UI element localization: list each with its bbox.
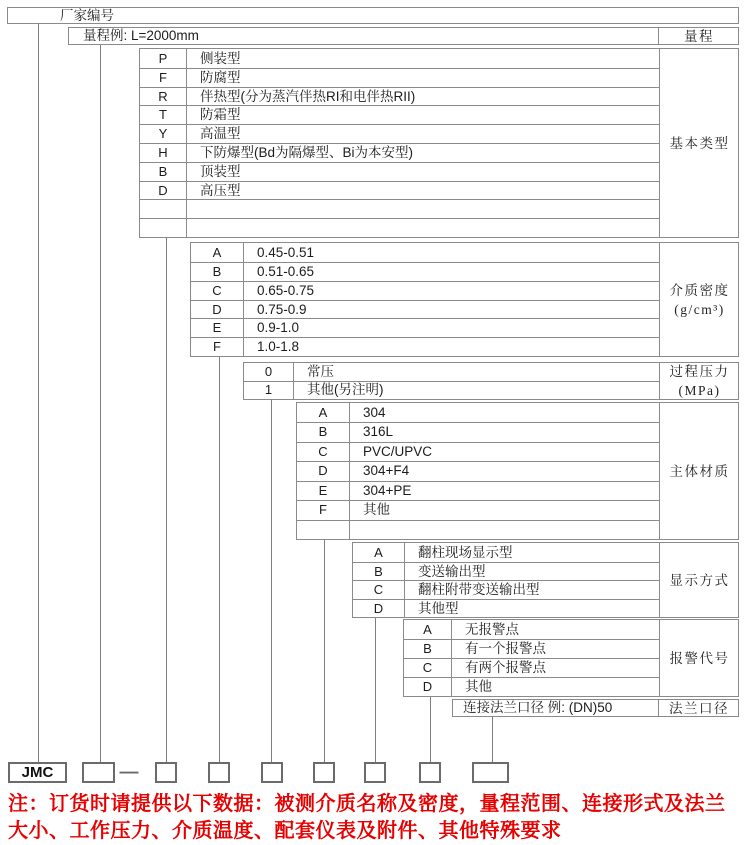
section-alarm-code: [403, 619, 739, 697]
factory-number-cell: [7, 7, 739, 24]
basic-type-code: P: [158, 51, 168, 66]
model-prefix-box: [8, 762, 67, 783]
alarm-code-desc: 有一个报警点: [465, 641, 546, 656]
section-basic-type: [139, 48, 739, 238]
range-row: [68, 27, 739, 45]
display-mode-desc: 翻柱附带变送输出型: [418, 582, 540, 597]
process-pressure-label: [660, 363, 739, 399]
process-pressure-code: 1: [264, 382, 273, 397]
basic-type-code: H: [158, 145, 168, 160]
medium-density-label-line: (g/cm³): [674, 301, 725, 317]
body-material-desc: 304+PE: [363, 483, 412, 498]
body-material-label: [660, 403, 739, 539]
flange-row: [452, 699, 739, 717]
range-section-label: 量程: [684, 28, 714, 44]
medium-density-label-line: 介质密度: [669, 282, 730, 298]
medium-density-label: [660, 243, 739, 356]
basic-type-desc: 侧装型: [200, 51, 241, 66]
alarm-code-code: D: [422, 679, 433, 694]
model-separator-dash: —: [119, 761, 139, 783]
order-note-line-1: 注：订货时请提供以下数据：被测介质名称及密度，量程范围、连接形式及法兰: [8, 793, 726, 815]
basic-type-code: R: [158, 89, 168, 104]
row-divider: [297, 461, 659, 462]
connector-line: [100, 45, 101, 762]
display-mode-desc: 翻柱现场显示型: [418, 545, 513, 560]
row-divider: [297, 422, 659, 423]
basic-type-desc: 伴热型(分为蒸汽伴热RI和电伴热RII): [200, 89, 416, 104]
connector-line: [38, 23, 39, 762]
alarm-code-desc: 其他: [465, 679, 492, 694]
medium-density-desc: 0.45-0.51: [257, 245, 315, 260]
row-divider: [140, 199, 659, 200]
row-divider: [297, 481, 659, 482]
display-mode-code: D: [373, 601, 384, 616]
medium-density-code: F: [213, 339, 221, 354]
row-divider: [297, 520, 659, 521]
alarm-code-code: C: [422, 660, 433, 675]
medium-density-desc: 0.51-0.65: [257, 264, 315, 279]
model-placeholder-box: [472, 762, 509, 783]
connector-line: [492, 717, 493, 762]
model-placeholder-box: [155, 762, 177, 783]
range-example-text: 量程例: L=2000mm: [83, 28, 199, 43]
display-mode-desc: 其他型: [418, 601, 459, 616]
model-placeholder-box: [364, 762, 386, 783]
connector-line: [166, 238, 167, 762]
connector-line: [375, 618, 376, 762]
medium-density-code: B: [212, 264, 222, 279]
basic-type-desc: 防霜型: [200, 107, 241, 122]
basic-type-code: [140, 218, 186, 237]
alarm-code-label-line: 报警代号: [669, 650, 730, 666]
medium-density-code: A: [212, 245, 222, 260]
body-material-code: D: [318, 463, 328, 478]
display-mode-code: B: [374, 564, 383, 579]
display-mode-label: [660, 543, 739, 617]
connector-line: [219, 357, 220, 762]
connector-line: [324, 540, 325, 762]
basic-type-code: D: [158, 183, 168, 198]
alarm-code-desc: 无报警点: [465, 622, 519, 637]
basic-type-desc: 下防爆型(Bd为隔爆型、Bi为本安型): [200, 145, 414, 160]
basic-type-desc: 顶装型: [200, 164, 241, 179]
medium-density-code: C: [212, 283, 222, 298]
body-material-label-line: 主体材质: [669, 463, 730, 479]
body-material-code: C: [318, 444, 328, 459]
section-body-material: [296, 402, 739, 540]
section-display-mode: [352, 542, 739, 618]
section-process-pressure: [243, 362, 739, 400]
basic-type-code: F: [159, 70, 167, 85]
row-divider: [297, 442, 659, 443]
body-material-code: F: [319, 502, 327, 517]
model-placeholder-box: [261, 762, 283, 783]
model-placeholder-box: [313, 762, 335, 783]
body-material-desc: 其他: [363, 502, 390, 517]
order-note: [8, 791, 726, 845]
alarm-code-label: [660, 620, 739, 696]
body-material-desc: 316L: [363, 424, 394, 439]
process-pressure-desc: 其他(另注明): [307, 382, 384, 397]
process-pressure-desc: 常压: [307, 364, 334, 379]
basic-type-desc: 高压型: [200, 183, 241, 198]
code-column-divider: [293, 363, 294, 399]
body-material-code: B: [318, 424, 328, 439]
medium-density-desc: 0.75-0.9: [257, 302, 307, 317]
basic-type-desc: 防腐型: [200, 70, 241, 85]
row-divider: [297, 500, 659, 501]
process-pressure-code: 0: [264, 364, 273, 379]
body-material-code: [297, 520, 349, 539]
display-mode-label-line: 显示方式: [669, 572, 730, 588]
factory-number-label: 厂家编号: [60, 8, 114, 23]
basic-type-code: B: [158, 164, 168, 179]
body-material-desc: PVC/UPVC: [363, 444, 433, 459]
medium-density-desc: 0.65-0.75: [257, 283, 315, 298]
row-divider: [140, 218, 659, 219]
order-note-line-2: 大小、工作压力、介质温度、配套仪表及附件、其他特殊要求: [8, 820, 562, 842]
code-column-divider: [186, 49, 187, 237]
code-column-divider: [451, 620, 452, 696]
basic-type-label: [660, 49, 739, 237]
basic-type-desc: 高温型: [200, 126, 241, 141]
alarm-code-desc: 有两个报警点: [465, 660, 546, 675]
basic-type-label-line: 基本类型: [669, 135, 730, 151]
alarm-code-code: B: [423, 641, 432, 656]
medium-density-code: E: [212, 320, 222, 335]
flange-text: 连接法兰口径 例: (DN)50: [463, 700, 613, 715]
model-prefix-label: JMC: [21, 764, 54, 781]
display-mode-code: A: [374, 545, 383, 560]
model-placeholder-box: [208, 762, 230, 783]
code-column-divider: [243, 243, 244, 356]
section-medium-density: [190, 242, 739, 357]
process-pressure-label-line: 过程压力: [669, 364, 730, 379]
medium-density-code: D: [212, 302, 222, 317]
connector-line: [430, 697, 431, 762]
basic-type-code: [140, 199, 186, 218]
process-pressure-label-line: (MPa): [678, 383, 721, 398]
code-column-divider: [404, 543, 405, 617]
model-placeholder-box: [82, 762, 115, 783]
body-material-code: A: [318, 405, 328, 420]
display-mode-desc: 变送输出型: [418, 564, 486, 579]
code-column-divider: [349, 403, 350, 539]
flange-section-label: 法兰口径: [669, 700, 729, 716]
model-placeholder-box: [419, 762, 441, 783]
basic-type-code: T: [159, 107, 167, 122]
body-material-code: E: [318, 483, 328, 498]
display-mode-code: C: [373, 582, 384, 597]
connector-line: [271, 400, 272, 762]
body-material-desc: 304+F4: [363, 463, 410, 478]
basic-type-code: Y: [158, 126, 168, 141]
body-material-desc: 304: [363, 405, 386, 420]
medium-density-desc: 0.9-1.0: [257, 320, 300, 335]
alarm-code-code: A: [423, 622, 432, 637]
medium-density-desc: 1.0-1.8: [257, 339, 300, 354]
